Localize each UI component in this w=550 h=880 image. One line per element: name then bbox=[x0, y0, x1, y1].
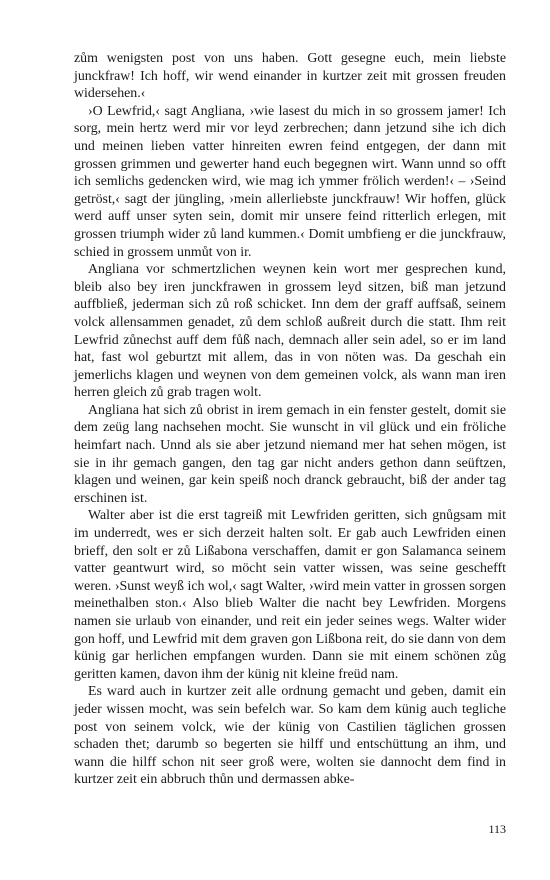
paragraph-3: Angliana vor schmertzlichen weynen kein wort mer gesprechen kund, bleib also bey iren junckfrawen in grossem leyd sitzen, biß man jetzund auffbließ, jederman sich zů roß schicket. Inn dem der graff auffsaß, seinem volck allensammen genadet, zů dem schloß außreit durch die statt. Ihm reit Lewfrid zůnechst auff dem fůß nach, demnach aller sein adel, so er im land hat, fast wol geburtzt mit allem, das in von nöten was. Da geschah ein jemerlichs klagen und weynen von dem gemeinen volck, als wann man iren herren gleich zů grab tragen wolt. bbox=[74, 262, 506, 401]
paragraph-1: zům wenigsten post von uns haben. Gott gesegne euch, mein liebste junckfraw! Ich hoff, wir wend einander in kurtzer zeit mit grossen freuden widersehen.‹ bbox=[74, 51, 506, 102]
page-number: 113 bbox=[488, 822, 506, 836]
book-page-text bbox=[74, 50, 506, 789]
paragraph-4: Angliana hat sich zů obrist in irem gemach in ein fenster gestelt, domit sie dem zeüg lang nachsehen mocht. Sie wunscht in vil glück und ein fröliche heimfart nach. Unnd als sie aber jetzund niemand mer hat sehen mögen, ist sie in ihr gemach gangen, den tag gar nicht anders gethon dann seüftzen, klagen und weinen, gar kein speiß noch dranck gebraucht, biß der ander tag erschinen ist. bbox=[74, 402, 506, 506]
paragraph-5: Walter aber ist die erst tagreiß mit Lewfriden geritten, sich gnůgsam mit im underredt, wes er sich derzeit halten solt. Er gab auch Lewfriden einen brieff, den solt er zů Lißabona verschaffen, damit er gon Salamanca seinem vatter geantwurt wird, so möcht sein vatter wissen, was seine geschefft weren. ›Sunst weyß ich wol,‹ sagt Walter, ›wird mein vatter in grossen sorgen meinethalben ston.‹ Also blieb Walter die nacht bey Lewfriden. Morgens namen sie urlaub von einander, und reit ein jeder seines wegs. Walter wider gon hoff, und Lewfrid mit dem graven gon Lißbona reit, do sie dann von dem künig gar herlichen empfangen wurden. Dann sie mit einem schönen zůg geritten kamen, davon ihm der künig nit kleine freüd nam. bbox=[74, 508, 506, 682]
paragraph-6: Es ward auch in kurtzer zeit alle ordnung gemacht und geben, damit ein jeder wissen mocht, was sein befelch war. So kam dem künig auch tegliche post von seinem volck, wie der künig von Castilien täglichen grossen schaden thet; darumb so begerten sie hilff und entschüttung an ihm, und wann die hilff schon nit seer groß were, wolten sie dannocht dem find in kurtzer zeit ein abbruch thůn und dermassen abke- bbox=[74, 684, 506, 788]
paragraph-2: ›O Lewfrid,‹ sagt Angliana, ›wie lasest du mich in so grossem jamer! Ich sorg, mein hertz werd mir vor leyd zerbrechen; dann jetzund sihe ich dich und meinen lieben vatter hinreiten ewren feind entgegen, der dann mit grossen grimmen und gewerter hand euch begegnen wirt. Wann unnd so offt ich semlichs gedencken wird, wie mag ich ymmer frölich werden!‹ – ›Seind getröst,‹ sagt der jüngling, ›mein allerliebste junckfrauw! Wir hoffen, glück werd auff unser syten sein, domit mir unsere feind ritterlich erlegen, mit grossen triumph wider zů land kummen.‹ Domit umbfieng er die junckfrauw, schied in grossem unmůt von ir. bbox=[74, 103, 506, 260]
